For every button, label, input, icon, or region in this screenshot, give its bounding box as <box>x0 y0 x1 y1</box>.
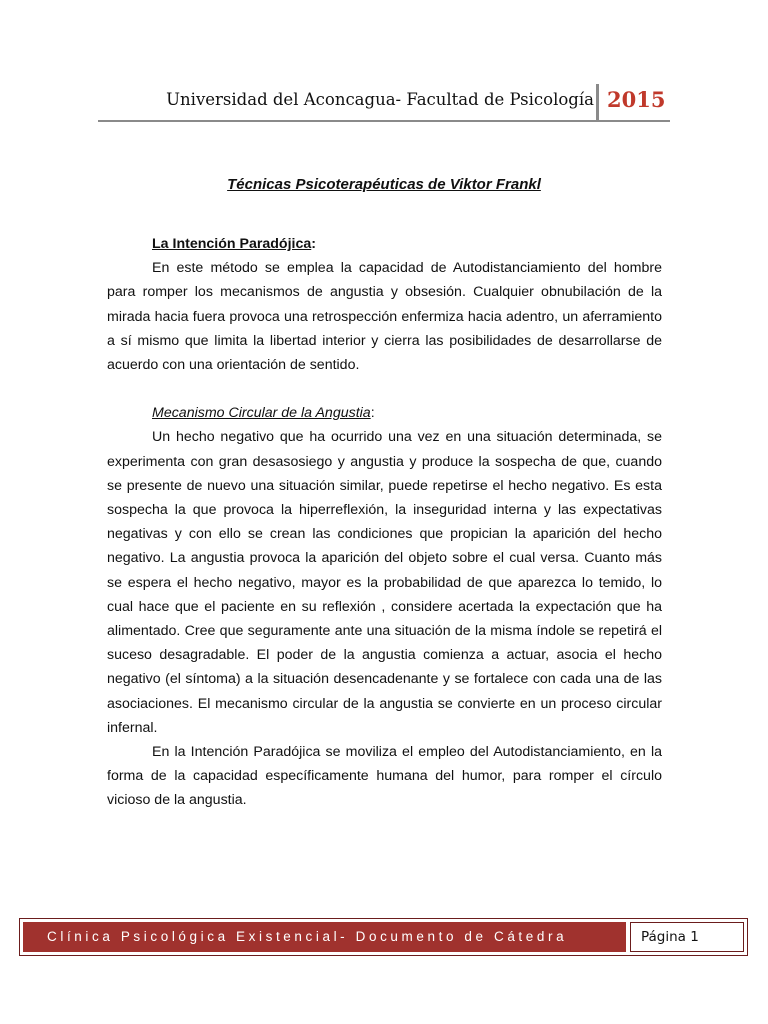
document-title <box>0 176 768 193</box>
header-title: Universidad del Aconcagua- Facultad de Psicología <box>166 90 594 109</box>
section-heading-mecanismo-colon: : <box>370 405 375 422</box>
document-body <box>107 232 662 813</box>
footer-course-band: Clínica Psicológica Existencial- Documento de Cátedra <box>23 922 626 952</box>
section-heading-intencion-colon: : <box>311 236 316 252</box>
section-heading-mecanismo-text: Mecanismo Circular de la Angustia <box>152 405 371 422</box>
document-title-text: Técnicas Psicoterapéuticas de Viktor Frankl <box>227 176 541 193</box>
header-separator <box>596 84 599 120</box>
paragraph-intencion: En este método se emplea la capacidad de Autodistanciamiento del hombre para romper los mecanismos de angustia y obsesión. Cualquier obnubilación de la mirada hacia fuera provoca una retrospección enfermiza hacia adentro, un aferramiento a sí mismo que limita la libertad interior y cierra las posibilidades de desarrollarse de acuerdo con una orientación de sentido. <box>107 260 662 374</box>
page-footer <box>19 918 748 956</box>
section-heading-intencion-text: La Intención Paradójica <box>152 236 312 252</box>
section-heading-intencion <box>107 232 662 256</box>
page-header <box>98 84 670 122</box>
header-year: 2015 <box>607 87 666 112</box>
paragraph-mecanismo-2: En la Intención Paradójica se moviliza el empleo del Autodistanciamiento, en la forma de la capacidad específicamente humana del humor, para romper el círculo vicioso de la angustia. <box>107 744 662 809</box>
paragraph-mecanismo-1: Un hecho negativo que ha ocurrido una vez en una situación determinada, se experimenta con gran desasosiego y angustia y produce la sospecha de que, cuando se presente de nuevo una situación similar, puede repetirse el hecho negativo. Es esta sospecha la que provoca la hiperreflexión, la inseguridad interna y las expectativas negativas y con ello se crean las condiciones que propician la aparición del hecho negativo. La angustia provoca la aparición del objeto sobre el cual versa. Cuanto más se espera el hecho negativo, mayor es la probabilidad de que aparezca lo temido, lo cual hace que el paciente en su reflexión , considere acertada la expectación que ha alimentado. Cree que seguramente ante una situación de la misma índole se repetirá el suceso desagradable. El poder de la angustia comienza a actuar, asocia el hecho negativo (el síntoma) a la situación desencadenante y se fortalece con cada una de las asociaciones. El mecanismo circular de la angustia se convierte en un proceso circular infernal. <box>107 429 662 736</box>
section-gap <box>107 377 662 401</box>
footer-page-number: Página 1 <box>630 922 744 952</box>
section-heading-mecanismo <box>107 401 662 425</box>
